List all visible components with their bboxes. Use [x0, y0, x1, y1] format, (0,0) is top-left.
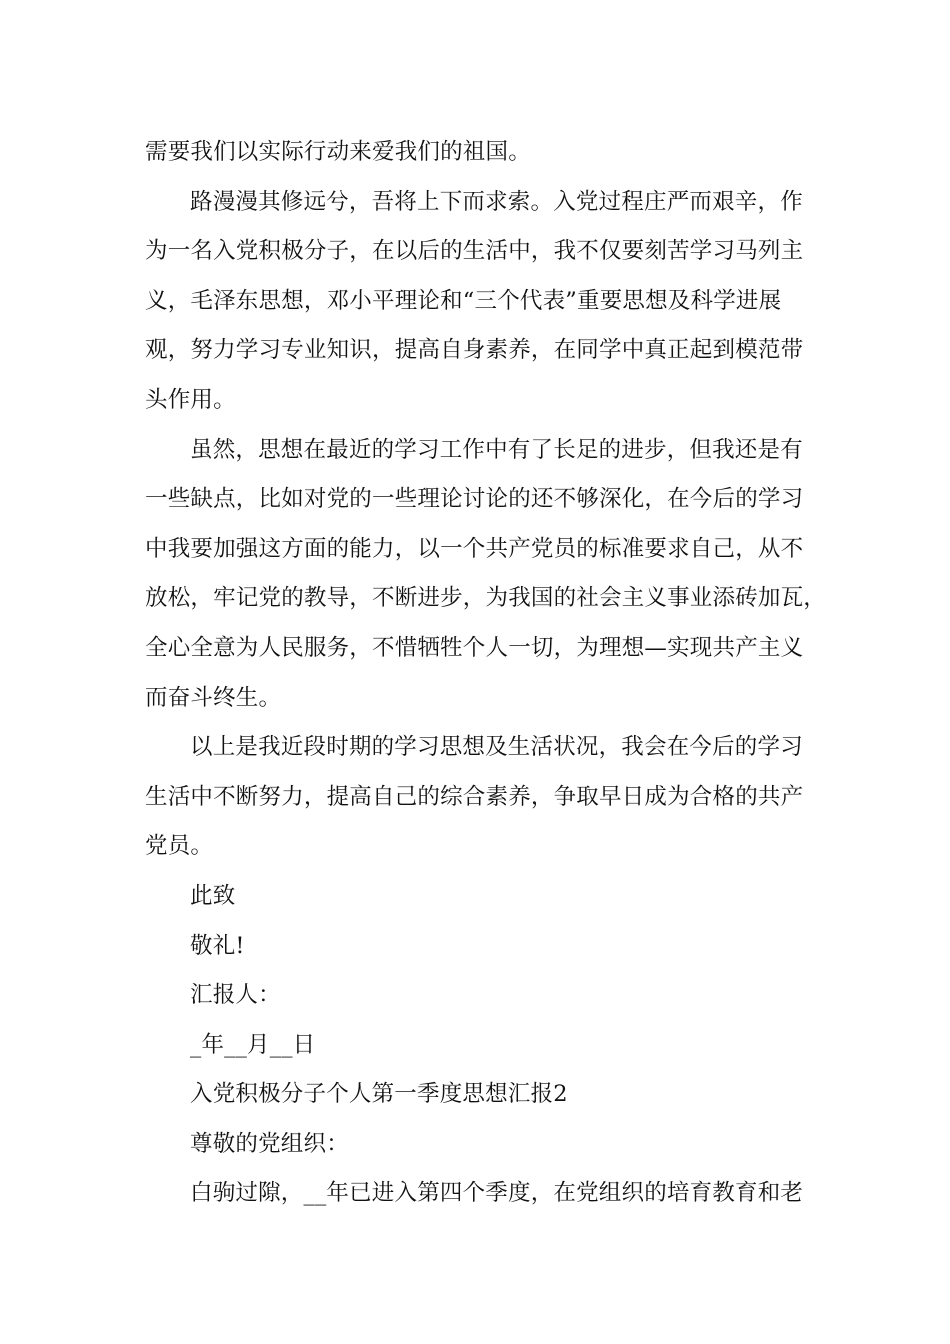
closing-regards: 敬礼!: [190, 932, 245, 959]
text-line: 观，努力学习专业知识，提高自身素养，在同学中真正起到模范带: [145, 337, 804, 364]
section-title: 入党积极分子个人第一季度思想汇报2: [190, 1081, 568, 1108]
text-line: 放松，牢记党的教导，不断进步，为我国的社会主义事业添砖加瓦，: [145, 585, 827, 612]
text-line: 白驹过隙，__年已进入第四个季度，在党组织的培育教育和老: [190, 1180, 804, 1207]
text-line: 头作用。: [145, 386, 236, 413]
text-line: 以上是我近段时期的学习思想及生活状况，我会在今后的学习: [190, 734, 803, 761]
text-line: 一些缺点，比如对党的一些理论讨论的还不够深化，在今后的学习: [145, 486, 804, 513]
document-page: [145, 128, 827, 1219]
text-line: 需要我们以实际行动来爱我们的祖国。: [145, 139, 531, 165]
reporter-label: 汇报人：: [190, 982, 281, 1009]
text-line: 义，毛泽东思想，邓小平理论和“三个代表”重要思想及科学进展: [145, 287, 782, 314]
text-line: 而奋斗终生。: [145, 684, 282, 711]
text-line: 为一名入党积极分子，在以后的生活中，我不仅要刻苦学习马列主: [145, 238, 804, 265]
text-line: 路漫漫其修远兮，吾将上下而求索。入党过程庄严而艰辛，作: [190, 188, 803, 215]
closing-salutation: 此致: [190, 882, 236, 909]
text-line: 中我要加强这方面的能力，以一个共产党员的标准要求自己，从不: [145, 535, 804, 562]
text-line: 全心全意为人民服务，不惜牺牲个人一切，为理想—实现共产主义: [145, 634, 804, 661]
date-line: _年__月__日: [190, 1031, 316, 1058]
text-line: 生活中不断努力，提高自己的综合素养，争取早日成为合格的共产: [145, 783, 804, 810]
text-line: 虽然，思想在最近的学习工作中有了长足的进步，但我还是有: [190, 436, 803, 463]
greeting: 尊敬的党组织：: [190, 1130, 349, 1157]
text-line: 党员。: [145, 833, 214, 860]
